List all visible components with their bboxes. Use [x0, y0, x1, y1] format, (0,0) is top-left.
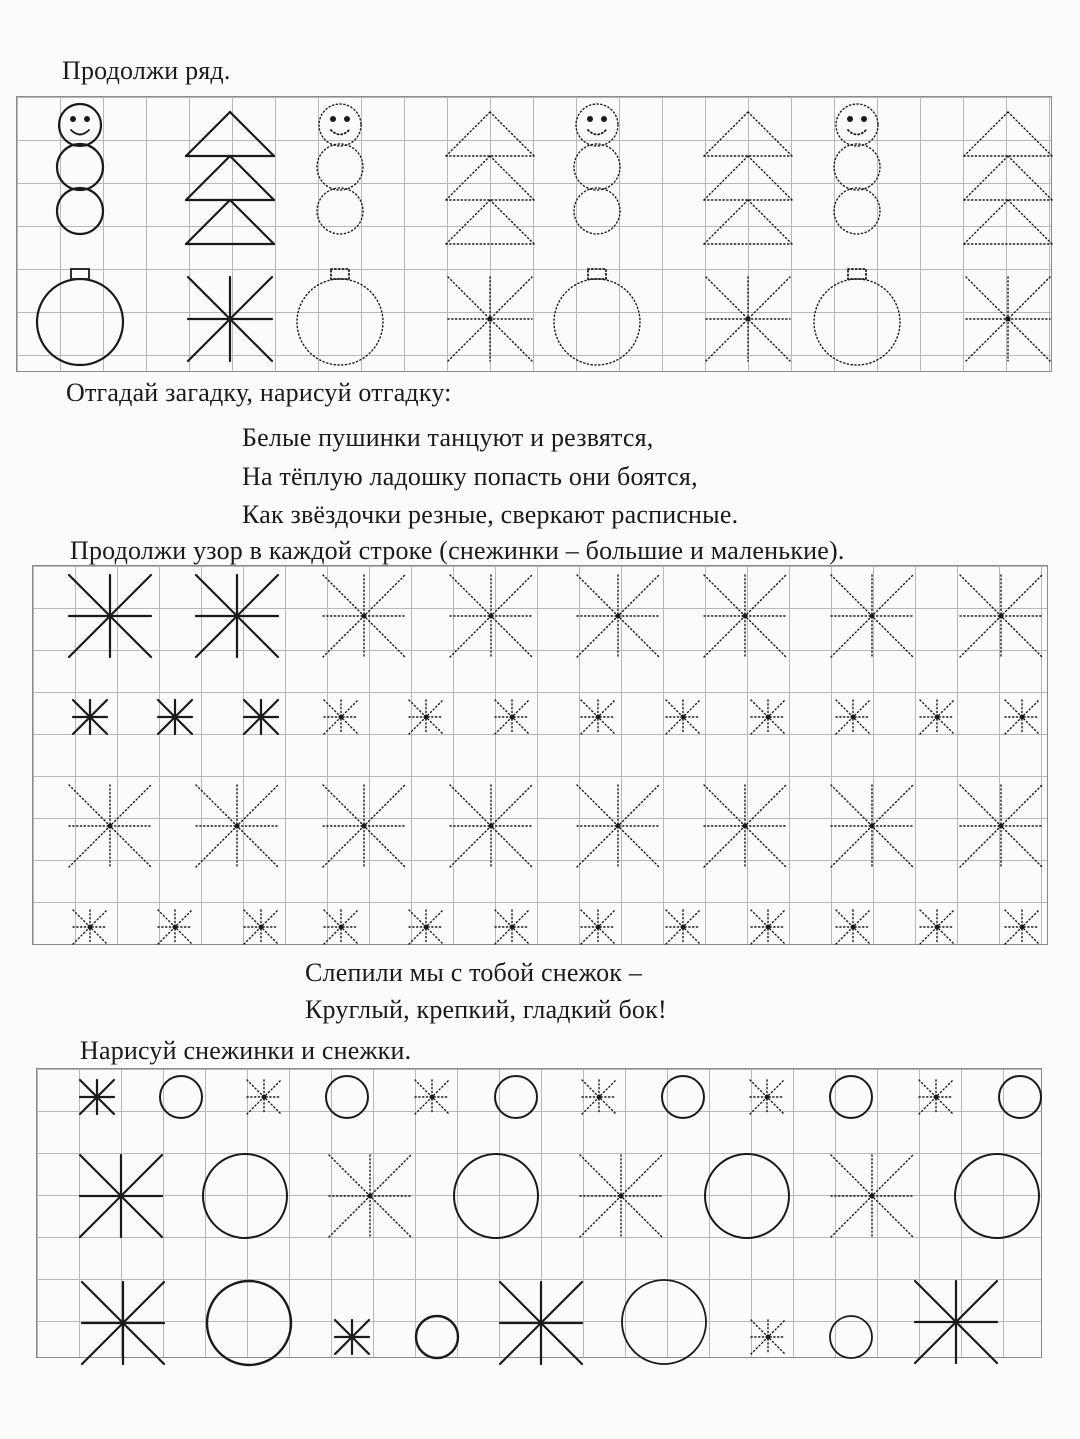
poem-line-1: Слепили мы с тобой снежок –	[305, 958, 643, 987]
grid-continue-row	[16, 96, 1052, 372]
riddle-line-1: Белые пушинки танцуют и резвятся,	[242, 423, 654, 452]
grid-snowflakes-and-snowballs	[36, 1068, 1042, 1358]
poem-line-2: Круглый, крепкий, гладкий бок!	[305, 995, 667, 1024]
section5-instruction: Нарисуй снежинки и снежки.	[80, 1036, 412, 1065]
grid-snowflake-pattern	[32, 565, 1048, 945]
section3-instruction: Продолжи узор в каждой строке (снежинки – большие и маленькие).	[70, 536, 845, 565]
riddle-line-3: Как звёздочки резные, сверкают расписные.	[242, 500, 739, 529]
section2-instruction: Отгадай загадку, нарисуй отгадку:	[66, 378, 452, 407]
section1-instruction: Продолжи ряд.	[62, 56, 231, 85]
riddle-line-2: На тёплую ладошку попасть они боятся,	[242, 462, 698, 491]
